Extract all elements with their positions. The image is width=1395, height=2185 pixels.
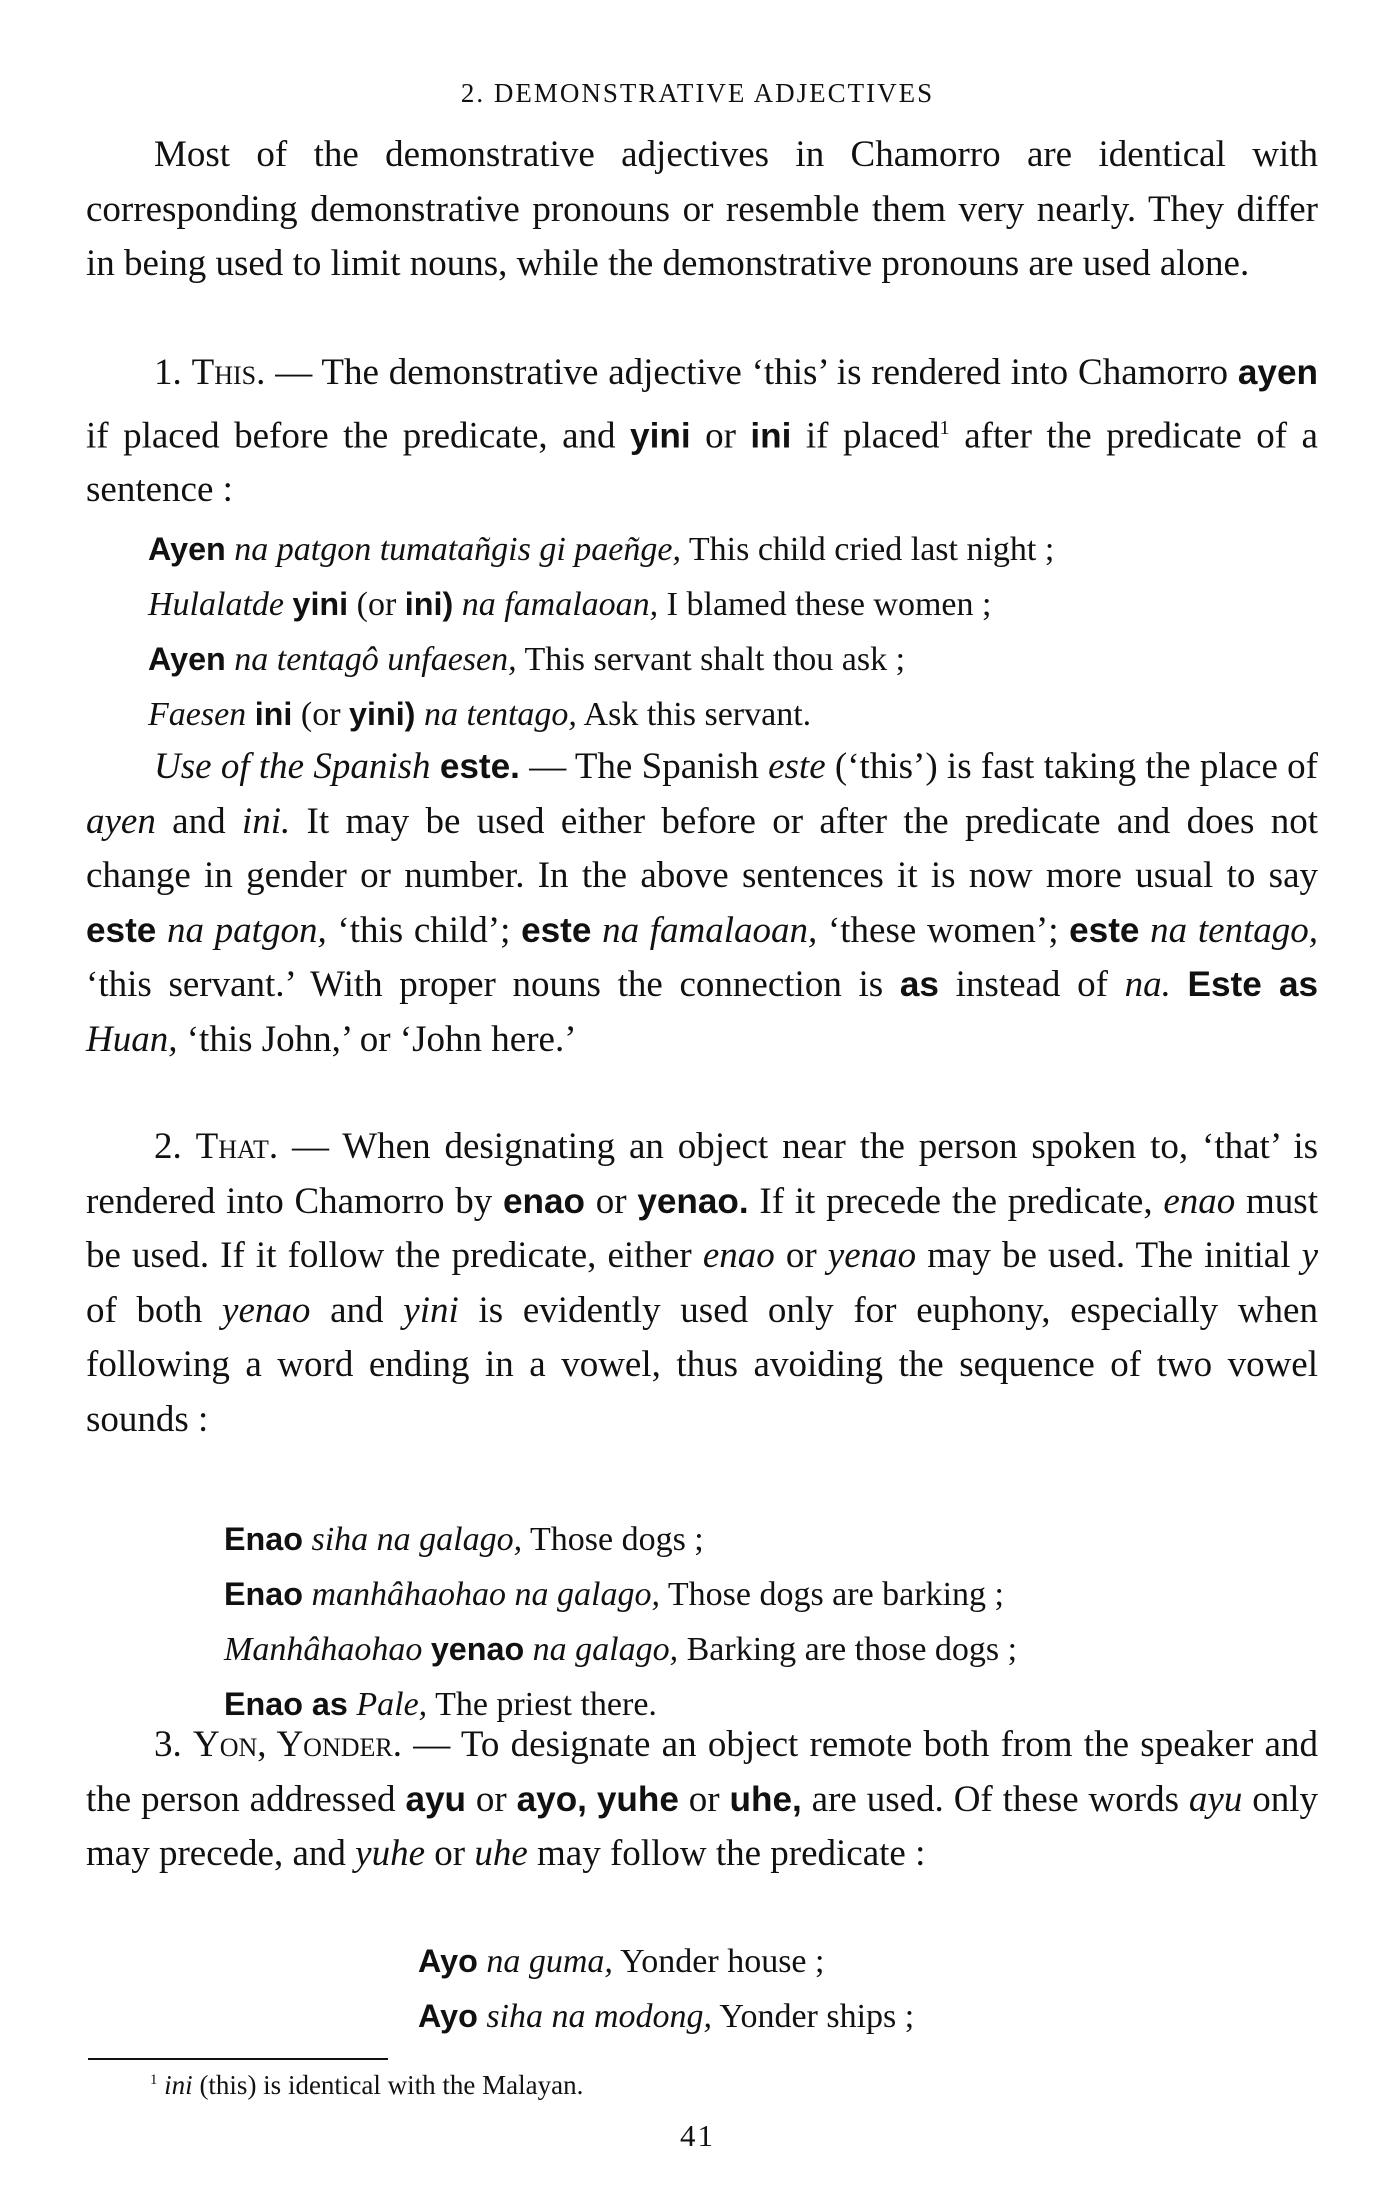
that-title: That. xyxy=(195,1126,279,1167)
example-line: Enao as Pale, The priest there. xyxy=(224,1686,657,1723)
this-examples xyxy=(148,522,1054,742)
example-line: Enao manhâhaohao na galago, Those dogs are barking ; xyxy=(224,1576,1004,1613)
this-paragraph: 1. This. — The demonstrative adjective ‘this’ is rendered into Chamorro ayen if placed before the predicate, and yini or ini if placed$^1$ after the predicate of a sentence : xyxy=(86,352,1318,511)
example-line: Manhâhaohao yenao na galago, Barking are those dogs ; xyxy=(224,1631,1018,1668)
yonder-title: Yon, Yonder. xyxy=(193,1724,402,1765)
page-number: 41 xyxy=(680,2118,715,2153)
footnote: $^1$ ini (this) is identical with the Malayan. xyxy=(150,2070,584,2100)
intro-paragraph: Most of the demonstrative adjectives in Chamorro are identical with corresponding demonstrative pronouns or resemble them very nearly. They differ in being used to limit nouns, while the demonstrative pronouns are used alone. xyxy=(86,134,1318,284)
example-line: Enao siha na galago, Those dogs ; xyxy=(224,1521,704,1558)
footnote-divider xyxy=(88,2058,388,2060)
example-line: Ayen na tentagô unfaesen, This servant shalt thou ask ; xyxy=(148,641,906,678)
example-line: Ayo na guma, Yonder house ; xyxy=(418,1943,825,1980)
example-line: Ayo siha na modong, Yonder ships ; xyxy=(418,1998,915,2035)
footnote-marker: 1 xyxy=(939,416,950,439)
yonder-examples xyxy=(418,1934,914,2044)
example-line: Faesen ini (or yini) na tentago, Ask this servant. xyxy=(148,696,812,733)
example-line: Ayen na patgon tumatañgis gi paeñge, This child cried last night ; xyxy=(148,531,1055,568)
example-line: Hulalatde yini (or ini) na famalaoan, I blamed these women ; xyxy=(148,586,992,623)
that-paragraph: 2. That. — When designating an object near the person spoken to, ‘that’ is rendered into Chamorro by enao or yenao. If it precede the predicate, enao must be used. If it follow the predicate, either enao or yenao may be used. The initial y of both yenao and yini is evidently used only for euphony, especially when following a word ending in a vowel, thus avoiding the sequence of two vowel sounds : xyxy=(86,1126,1319,1440)
yonder-paragraph: 3. Yon, Yonder. — To designate an object remote both from the speaker and the person addressed ayu or ayo, yuhe or uhe, are used. Of these words ayu only may precede, and yuhe or uhe may follow the predicate : xyxy=(86,1724,1319,1874)
section-heading: 2. DEMONSTRATIVE ADJECTIVES xyxy=(460,78,935,108)
spanish-este-paragraph: Use of the Spanish este. — The Spanish este (‘this’) is fast taking the place of ayen and ini. It may be used either before or after the predicate and does not change in gender or number. In the above sentences it is now more usual to say este na patgon, ‘this child’; este na famalaoan, ‘these women’; este na tentago, ‘this servant.’ With proper nouns the connection is as instead of na. Este as Huan, ‘this John,’ or ‘John here.’ xyxy=(86,746,1319,1060)
that-examples xyxy=(224,1512,1017,1732)
this-title: This. xyxy=(191,352,266,393)
